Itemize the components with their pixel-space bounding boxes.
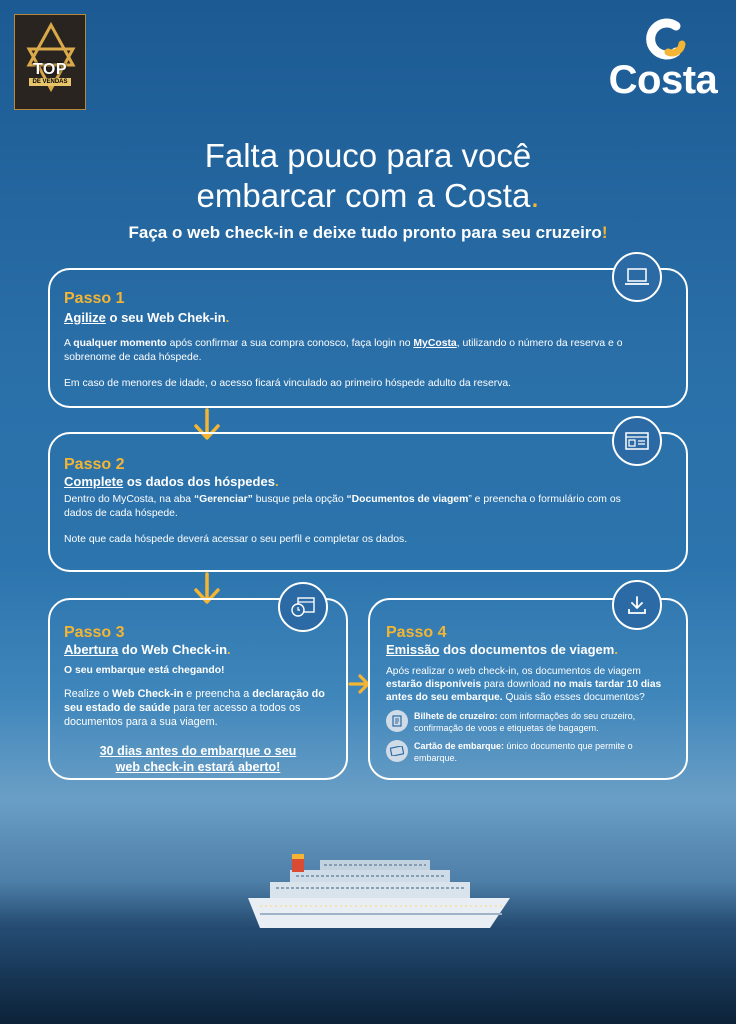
boarding-card-icon	[386, 740, 408, 762]
calendar-clock-icon	[278, 582, 328, 632]
costa-logo-icon	[638, 14, 688, 64]
profile-card-icon	[612, 416, 662, 466]
page-title	[0, 136, 736, 216]
step-3-cta: 30 dias antes do embarque o seu web check-in estará aberto!	[99, 744, 297, 774]
step-2-heading: Complete os dados dos hóspedes.	[64, 474, 279, 489]
step-3-text: Realize o Web Check-in e preencha a declaração do seu estado de saúde para ter acesso a todos os documentos para a sua viagem.	[64, 688, 325, 728]
step-3-heading: Abertura do Web Check-in.	[64, 642, 231, 657]
step-3-label: Passo 3	[64, 624, 125, 641]
step-3-lead: O seu embarque está chegando!	[64, 665, 225, 676]
badge-title: TOP	[32, 61, 68, 78]
step-1-card	[48, 268, 688, 408]
download-icon	[612, 580, 662, 630]
step-4-heading: Emissão dos documentos de viagem.	[386, 642, 618, 657]
ticket-icon	[386, 710, 408, 732]
step-2-card	[48, 432, 688, 572]
title-line-2: embarcar com a Costa.	[196, 177, 540, 214]
badge-subtitle: DE VENDAS	[29, 78, 70, 86]
step-2-text: Dentro do MyCosta, na aba “Gerenciar” busque pela opção “Documentos de viagem” e preencha o formulário com os dados de cada hóspede.	[64, 494, 621, 519]
step-4-text: Após realizar o web check-in, os documentos de viagem estarão disponíveis para download no mais tardar 10 dias antes do seu embarque. Quais são esses documentos?	[386, 666, 662, 703]
step-4-label: Passo 4	[386, 624, 447, 641]
costa-logo-text: Costa	[608, 58, 718, 102]
step-1-heading: Agilize o seu Web Chek-in.	[64, 310, 230, 325]
step-1-text: A qualquer momento após confirmar a sua compra conosco, faça login no MyCosta, utilizando o número da reserva e o sobrenome de cada hóspede.	[64, 338, 623, 363]
step-2-note: Note que cada hóspede deverá acessar o seu perfil e completar os dados.	[64, 534, 408, 545]
doc-item-boarding: Cartão de embarque: único documento que permite o embarque.	[386, 740, 672, 764]
laptop-icon	[612, 252, 662, 302]
doc-item-ticket: Bilhete de cruzeiro: com informações do seu cruzeiro, confirmação de voos e etiquetas de bagagem.	[386, 710, 672, 734]
step-2-label: Passo 2	[64, 456, 125, 473]
cruise-ship-illustration	[240, 836, 520, 936]
step-1-label: Passo 1	[64, 290, 125, 307]
sea	[0, 930, 736, 1024]
top-vendas-badge	[14, 14, 86, 110]
step-1-note: Em caso de menores de idade, o acesso ficará vinculado ao primeiro hóspede adulto da reserva.	[64, 378, 512, 389]
page-subtitle: Faça o web check-in e deixe tudo pronto para seu cruzeiro!	[128, 223, 608, 242]
title-line-1: Falta pouco para você	[204, 137, 532, 174]
